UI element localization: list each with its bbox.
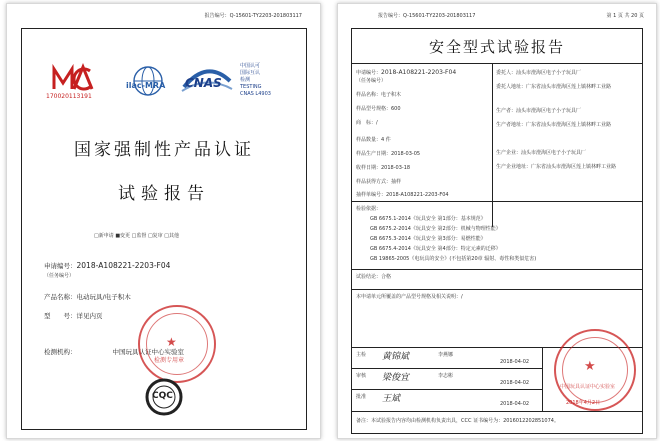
inspector-stamp-name: 李燕娜 [438,352,454,358]
report-title: 安全型式试验报告 [428,38,565,56]
inspector-signature: 黄锦斌 [382,352,410,362]
conclusion: 试验结论：合格 [356,274,392,280]
standard-item: GB 6675.3-2014《玩具安全 第3部分：易燃性能》 [370,236,486,242]
standard-item: GB 6675.1-2014《玩具安全 第1部分：基本规范》 [370,216,486,222]
approver-date: 2018-04-02 [500,401,530,407]
page-indicator: 第 1 页 共 20 页 [606,13,644,19]
cover-subtitle: 试验报告 [118,184,210,204]
sample-quantity: 样品数量：4 件 [356,137,391,143]
reviewer-signature: 梁俊宜 [382,373,410,383]
model: 型 号：详见内页 [44,312,103,320]
application-type-checkboxes: □新申请 ■变更 □监督 □复审 □其他 [94,233,179,239]
reviewer-role: 审核 [356,373,367,379]
report-number: 报告编号：Q-15601-TY2203-201803117 [204,13,302,19]
cnas-side-text: 中国认可 国际互认 检测 TESTING CNAS L4903 [240,63,271,97]
trademark: 商 标：/ [356,120,378,126]
test-basis-label: 检验依据： [356,206,382,212]
report-page [337,3,657,439]
remarks-header: 本申请单元所覆盖的产品型号规格及相关说明：/ [356,294,463,300]
inspector-date: 2018-04-02 [500,359,530,365]
reviewer-date: 2018-04-02 [500,380,530,386]
client: 委托人：汕头市澄海区电子小子玩具厂 [496,70,582,76]
application-number: 申请编号：2018-A108221-2203-F04 [356,69,457,76]
receive-date: 收样日期：2018-03-18 [356,165,411,171]
standard-item: GB 19865-2005《电玩具的安全》(不包括第20章 辐射、毒性和类似危害) [370,256,537,262]
sampling-method: 样品获得方式：抽样 [356,179,402,185]
cnas-text: CNAS [185,76,222,90]
cover-frame [21,28,307,430]
cma-logo [50,63,98,93]
footer-note: 备注：本试验报告内容均由检测机构负责出具，CCC 证书编号为：2016012202851074。 [356,418,559,424]
producer-address: 生产者地址：广东省汕头市澄海区莲上镇林畔工业路 [496,122,612,128]
client-address: 委托人地址：广东省汕头市澄海区莲上镇林畔工业路 [496,84,612,90]
approver-role: 批准 [356,394,367,400]
factory-address: 生产企业地址：广东省汕头市澄海区莲上镇林畔工业路 [496,164,617,170]
task-number-label: （任务编号） [356,78,387,84]
standard-item: GB 6675.2-2014《玩具安全 第2部分：机械与物理性能》 [370,226,501,232]
cqc-logo: CQC [144,377,184,417]
testing-lab: 检测机构： 中国玩具认证中心实验室 [44,348,184,356]
product-name: 产品名称：电动玩具/电子积木 [44,293,131,301]
reviewer-stamp-name: 李志彬 [438,373,454,379]
production-date: 样品生产日期：2018-03-05 [356,151,421,157]
approver-signature: 王斌 [382,394,401,404]
cma-code: 170020113191 [46,93,92,100]
cover-title: 国家强制性产品认证 [74,140,254,160]
sampling-number: 抽样单编号：2018-A108221-2203-F04 [356,192,449,198]
producer: 生产者：汕头市澄海区电子小子玩具厂 [496,108,582,114]
application-number: 申请编号：2018-A108221-2203-F04 [44,261,171,270]
report-table [351,28,643,434]
lab-seal: ★ 检测专用章 [138,305,216,383]
inspector-role: 主检 [356,352,367,358]
lab-seal: ★ 中国玩具认证中心实验室 [554,329,636,411]
ilac-text: ilac-MRA [126,81,166,90]
sample-model: 样品型号规格：600 [356,106,401,112]
factory: 生产企业：汕头市澄海区电子小子玩具厂 [496,150,587,156]
approval-date: 2018年4月2日 [566,400,601,406]
standard-item: GB 6675.4-2014《玩具安全 第4部分：特定元素的迁移》 [370,246,501,252]
task-number-label: （任务编号） [44,273,75,279]
sample-name: 样品名称：电子积木 [356,92,402,98]
report-number: 报告编号：Q-15601-TY2203-201803117 [378,13,476,19]
cover-page [6,3,321,439]
